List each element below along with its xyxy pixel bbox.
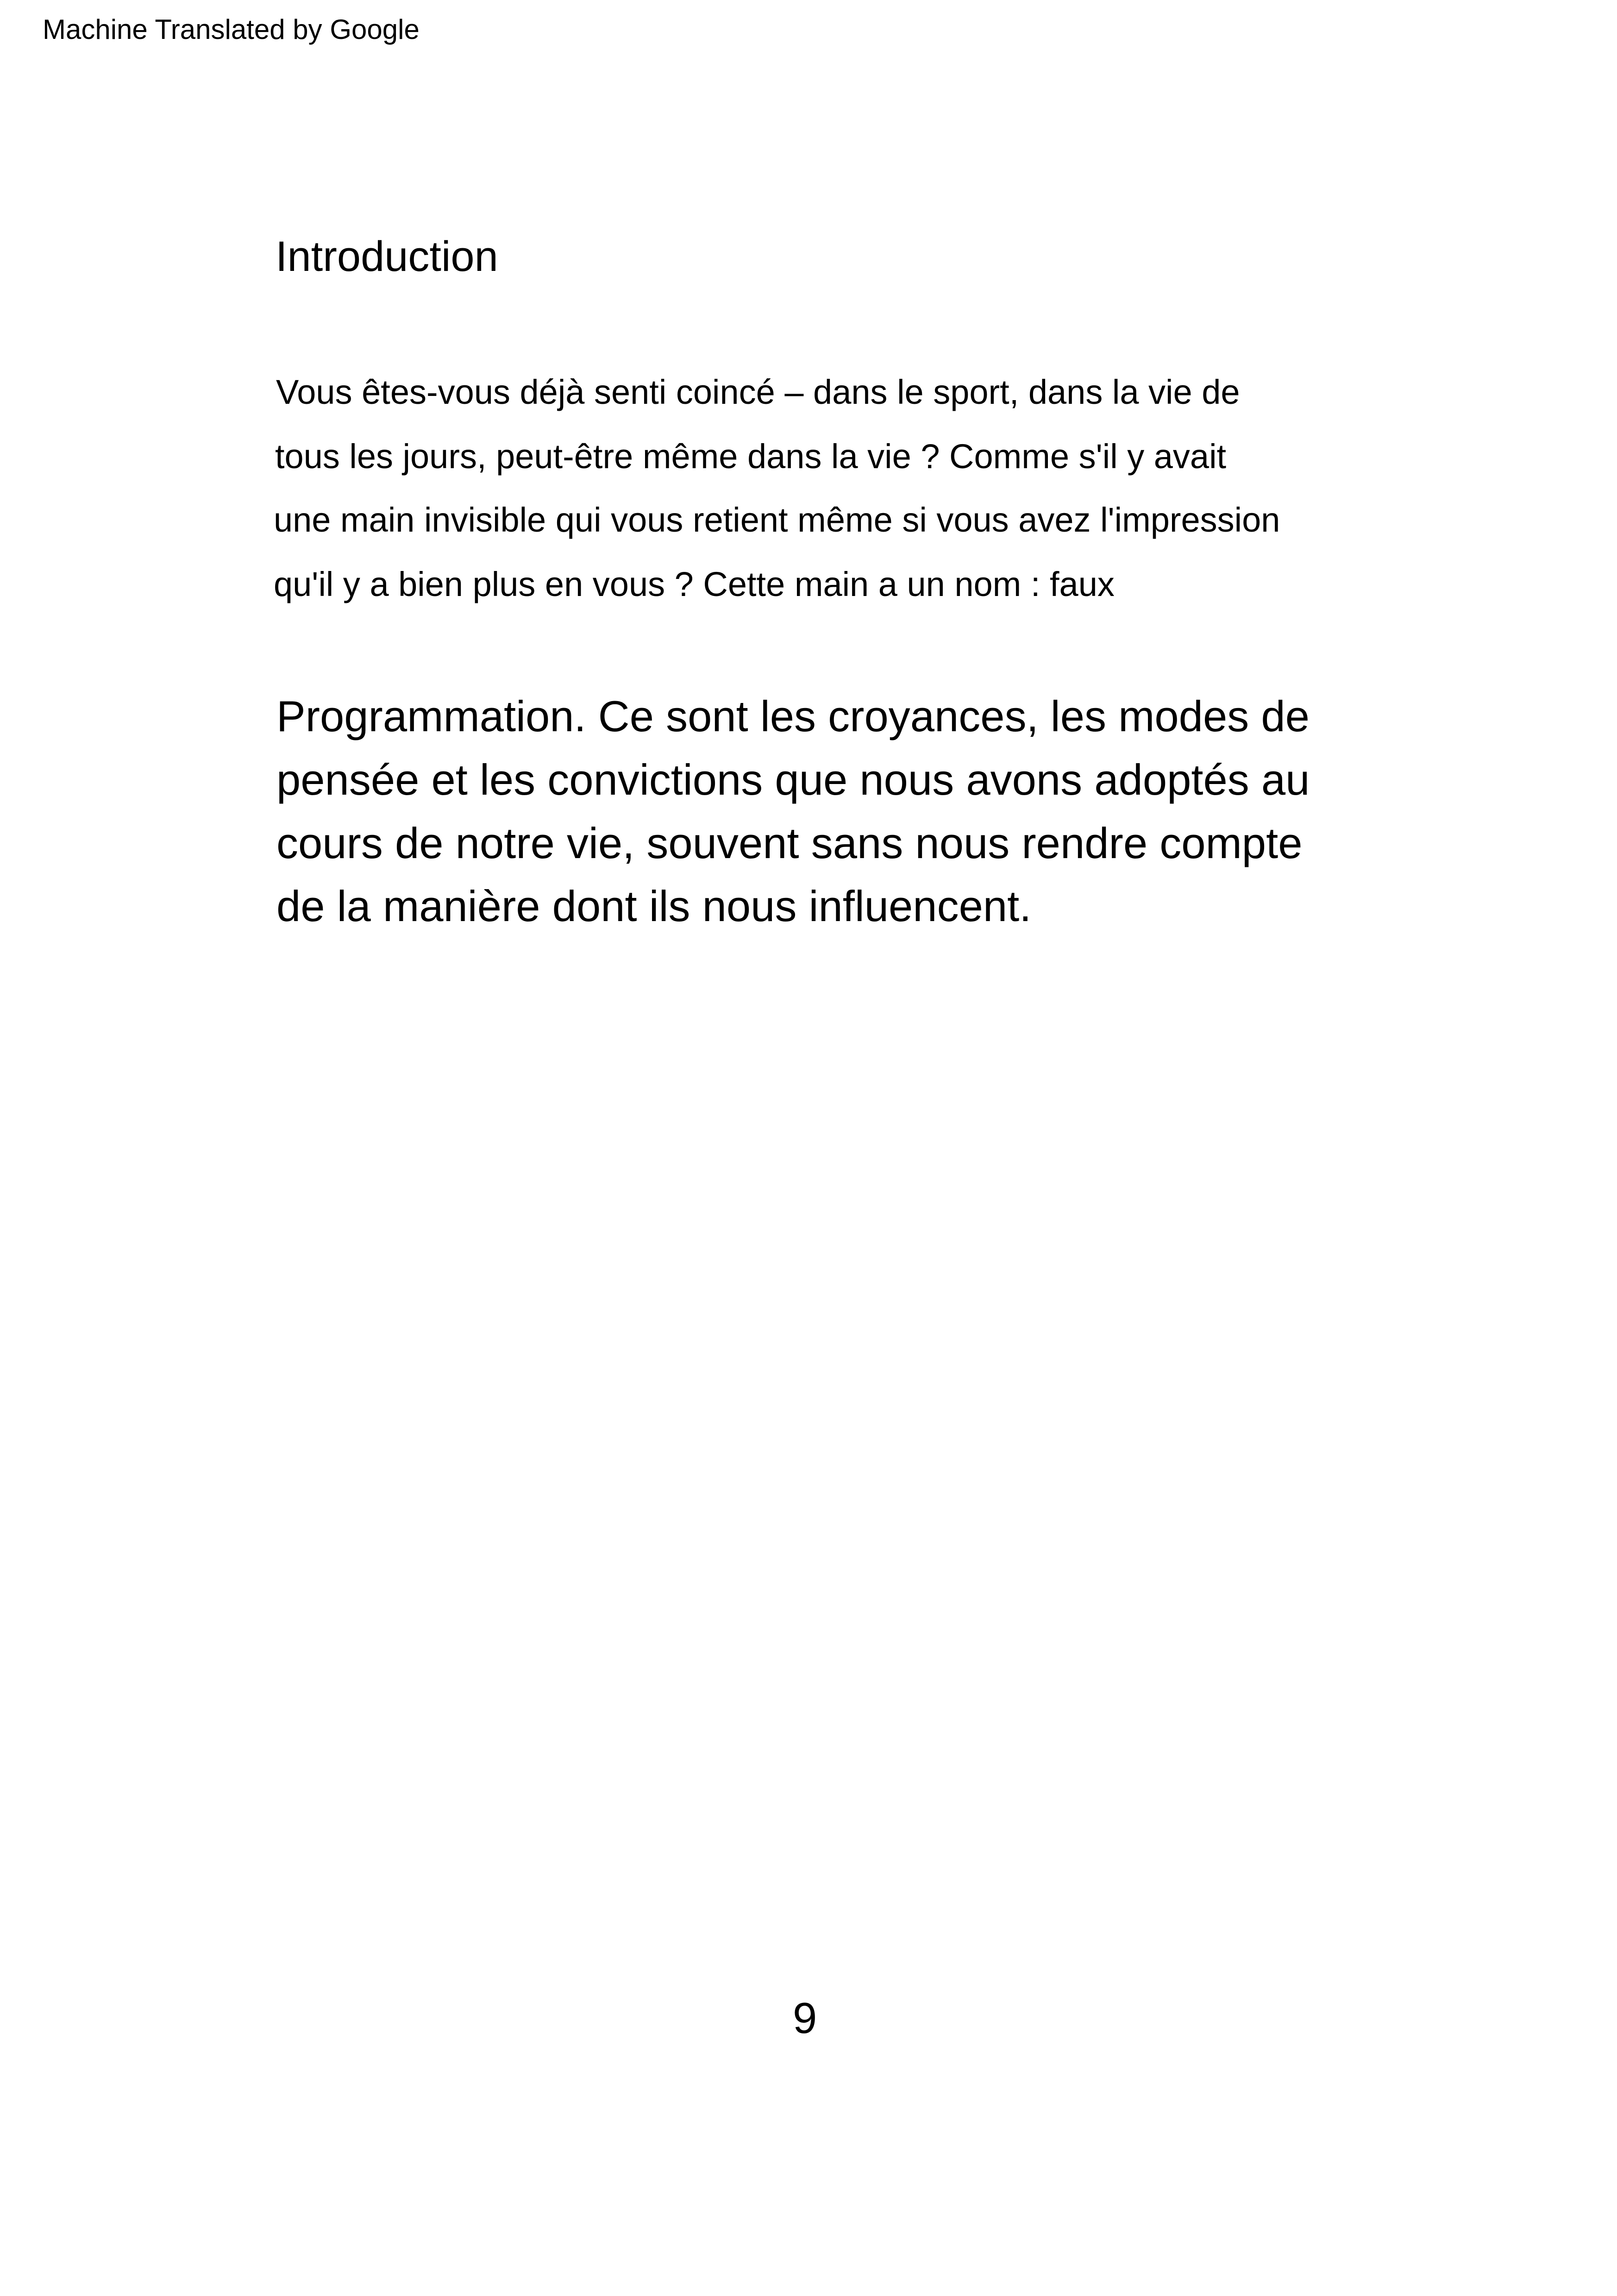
paragraph-2-line: Programmation. Ce sont les croyances, les modes de <box>276 692 1310 740</box>
section-heading: Introduction <box>276 233 498 280</box>
machine-translation-notice: Machine Translated by Google <box>43 14 420 45</box>
paragraph-2-line: de la manière dont ils nous influencent. <box>276 882 1032 930</box>
paragraph-1-line: une main invisible qui vous retient même si vous avez l'impression <box>274 501 1280 539</box>
page-number: 9 <box>793 1994 817 2042</box>
paragraph-2-line: pensée et les convictions que nous avons adoptés au <box>276 755 1310 804</box>
paragraph-1-line: tous les jours, peut-être même dans la vie ? Comme s'il y avait <box>275 437 1227 476</box>
paragraph-2-line: cours de notre vie, souvent sans nous rendre compte <box>276 819 1303 867</box>
paragraph-1-line: qu'il y a bien plus en vous ? Cette main a un nom : faux <box>274 565 1115 603</box>
paragraph-1-line: Vous êtes-vous déjà senti coincé – dans le sport, dans la vie de <box>276 373 1240 411</box>
